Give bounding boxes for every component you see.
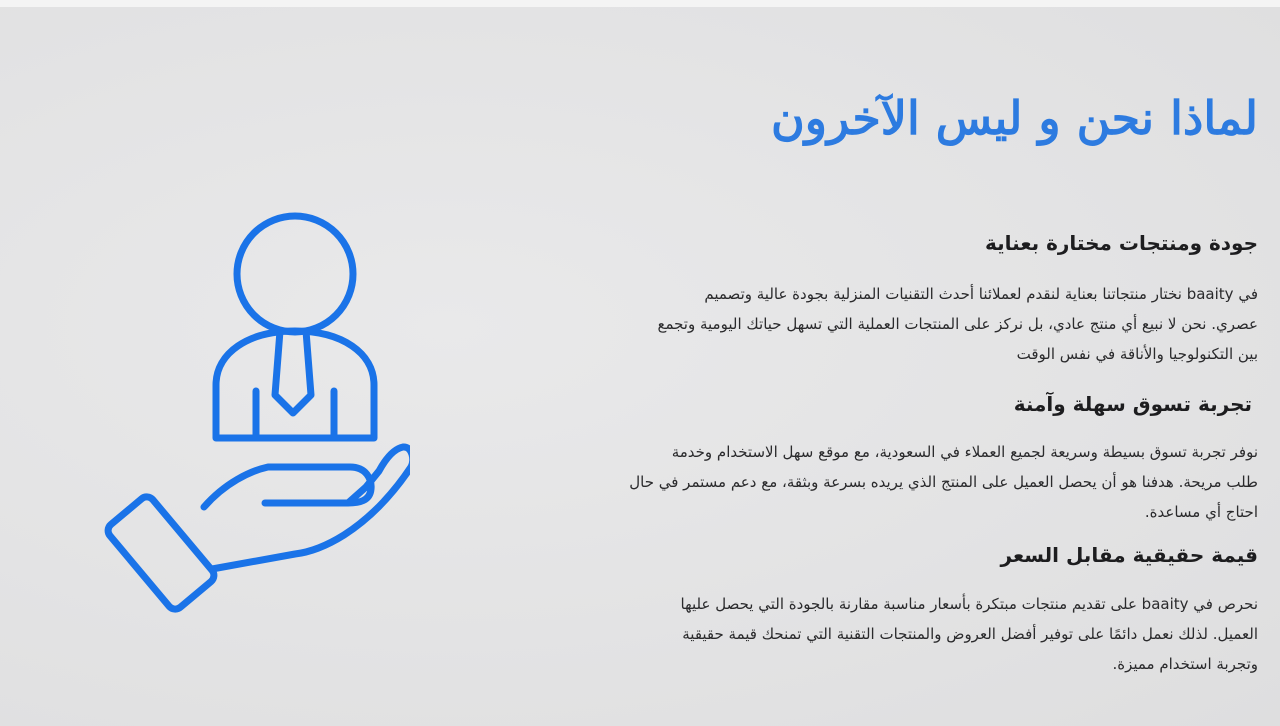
person-on-hand-icon bbox=[100, 205, 410, 615]
section-quality-line: بين التكنولوجيا والأناقة في نفس الوقت bbox=[1016, 345, 1258, 363]
section-quality-line: عصري. نحن لا نبيع أي منتج عادي، بل نركز على المنتجات العملية التي تسهل حياتك اليومية وتجمع bbox=[657, 315, 1258, 333]
section-quality-line: في baaity نختار منتجاتنا بعناية لنقدم لعملائنا أحدث التقنيات المنزلية بجودة عالية وتصميم bbox=[704, 285, 1258, 303]
section-value-line: نحرص في baaity على تقديم منتجات مبتكرة بأسعار مناسبة مقارنة بالجودة التي يحصل عليها bbox=[680, 595, 1258, 613]
section-quality-body bbox=[518, 279, 1258, 369]
top-strip bbox=[0, 0, 1280, 7]
person-torso bbox=[216, 331, 374, 438]
section-quality-title: جودة ومنتجات مختارة بعناية bbox=[985, 231, 1258, 255]
page-title: لماذا نحن و ليس الآخرون bbox=[770, 91, 1258, 145]
section-value-line: وتجربة استخدام مميزة. bbox=[1112, 655, 1258, 673]
section-shopping-line: احتاج أي مساعدة. bbox=[1144, 503, 1258, 521]
section-value-title: قيمة حقيقية مقابل السعر bbox=[1000, 543, 1258, 567]
person-tie bbox=[275, 331, 311, 413]
section-value-body bbox=[518, 589, 1258, 679]
section-shopping-body bbox=[518, 437, 1258, 527]
section-shopping-line: طلب مريحة. هدفنا هو أن يحصل العميل على المنتج الذي يريده بسرعة وبثقة، مع دعم مستمر في حال bbox=[629, 473, 1258, 491]
person-head bbox=[237, 216, 353, 332]
section-shopping-line: نوفر تجربة تسوق بسيطة وسريعة لجميع العملاء في السعودية، مع موقع سهل الاستخدام وخدمة bbox=[671, 443, 1258, 461]
section-shopping-title: تجربة تسوق سهلة وآمنة bbox=[1013, 392, 1252, 416]
section-value-line: العميل. لذلك نعمل دائمًا على توفير أفضل العروض والمنتجات التقنية التي تمنحك قيمة حقيقية bbox=[682, 625, 1258, 643]
hand-cuff bbox=[105, 494, 217, 613]
hand-palm bbox=[204, 447, 410, 569]
